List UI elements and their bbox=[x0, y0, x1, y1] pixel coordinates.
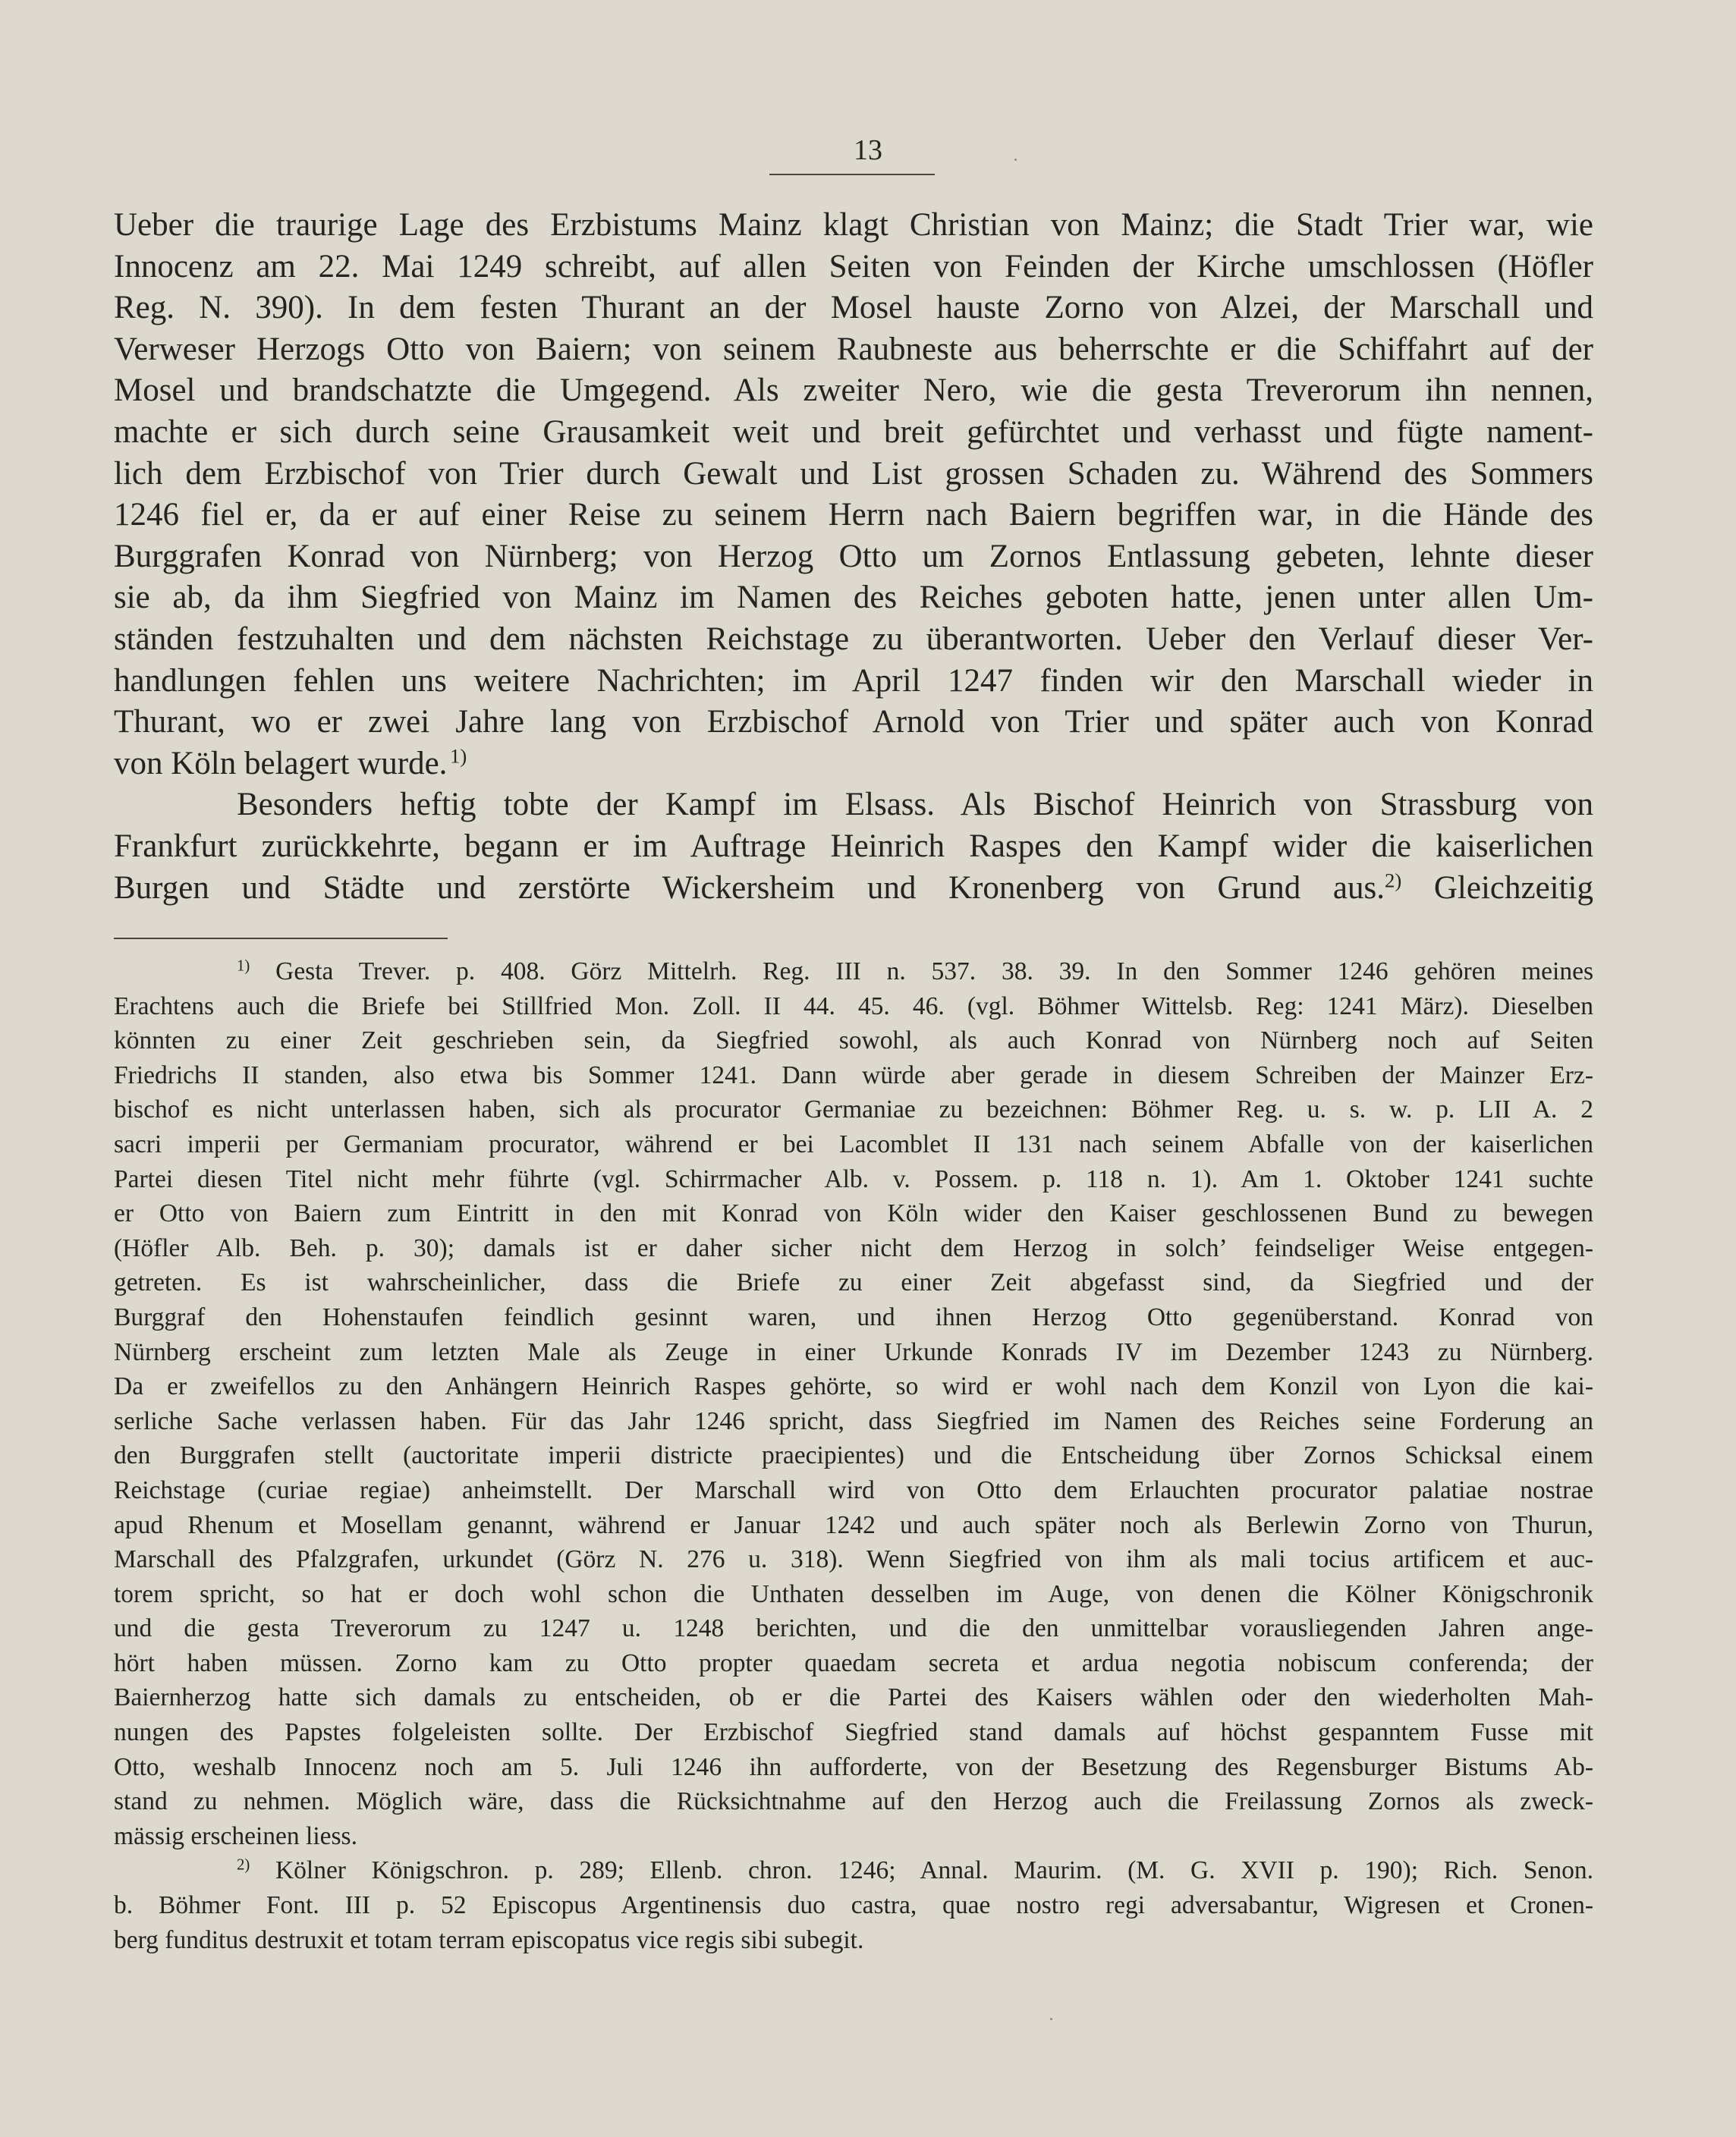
footnote-1-line: stand zu nehmen. Möglich wäre, dass die Rücksichtnahme auf den Herzog auch die Freilassung Zornos als zweck- bbox=[114, 1787, 1593, 1816]
footnote-1-line: sacri imperii per Germaniam procurator, während er bei Lacomblet II 131 nach seinem Abfalle von der kaiserlichen bbox=[114, 1130, 1593, 1158]
footnote-1-line: mässig erscheinen liess. bbox=[114, 1821, 357, 1850]
footnote-1-line: er Otto von Baiern zum Eintritt in den mit Konrad von Köln wider den Kaiser geschlossenen Bund zu bewegen bbox=[114, 1199, 1593, 1228]
footnote-1-line: Da er zweifellos zu den Anhängern Heinrich Raspes gehörte, so wird er wohl nach dem Konzil von Lyon die kai- bbox=[114, 1372, 1593, 1401]
body-line: handlungen fehlen uns weitere Nachrichten; im April 1247 finden wir den Marschall wieder in bbox=[114, 662, 1593, 699]
body-line: ständen festzuhalten und dem nächsten Reichstage zu überantworten. Ueber den Verlauf dieser Ver- bbox=[114, 621, 1593, 657]
footnote-1-line bbox=[114, 954, 1593, 989]
footnote-1-line: Erachtens auch die Briefe bei Stillfried Mon. Zoll. II 44. 45. 46. (vgl. Böhmer Wittelsb. Reg: 1241 März). Dieselben bbox=[114, 992, 1593, 1020]
body-line: 1246 fiel er, da er auf einer Reise zu seinem Herrn nach Baiern begriffen war, in die Hände des bbox=[114, 497, 1593, 533]
body-line bbox=[114, 743, 1593, 785]
footnote-1-line: Marschall des Pfalzgrafen, urkundet (Görz N. 276 u. 318). Wenn Siegfried von ihm als mali tocius artificem et auc- bbox=[114, 1545, 1593, 1574]
body-line: Frankfurt zurückkehrte, begann er im Auftrage Heinrich Raspes den Kampf wider die kaiserlichen bbox=[114, 828, 1593, 864]
body-line: sie ab, da ihm Siegfried von Mainz im Namen des Reiches geboten hatte, jenen unter allen Um- bbox=[114, 580, 1593, 616]
body-line: Mosel und brandschatzte die Umgegend. Als zweiter Nero, wie die gesta Treverorum ihn nennen, bbox=[114, 372, 1593, 409]
footnote-1-line: serliche Sache verlassen haben. Für das Jahr 1246 spricht, dass Siegfried im Namen des Reiches seine Forderung an bbox=[114, 1406, 1593, 1435]
footnote-2-marker: 2) bbox=[237, 1856, 250, 1875]
footnote-1-line: könnten zu einer Zeit geschrieben sein, da Siegfried sowohl, als auch Konrad von Nürnberg noch auf Seiten bbox=[114, 1026, 1593, 1055]
footnote-1-line: bischof es nicht unterlassen haben, sich als procurator Germaniae zu bezeichnen: Böhmer Reg. u. s. w. p. LII A. 2 bbox=[114, 1095, 1593, 1124]
footnote-1-line: den Burggrafen stellt (auctoritate imperii districte praecipientes) und die Entscheidung über Zornos Schicksal einem bbox=[114, 1441, 1593, 1470]
footnote-1-line: und die gesta Treverorum zu 1247 u. 1248 berichten, und die den unmittelbar vorausliegenden Jahren ange- bbox=[114, 1614, 1593, 1643]
body-line bbox=[114, 784, 1593, 826]
body-line: Thurant, wo er zwei Jahre lang von Erzbischof Arnold von Trier und später auch von Konrad bbox=[114, 704, 1593, 740]
footnote-1-line: Reichstage (curiae regiae) anheimstellt. Der Marschall wird von Otto dem Erlauchten procurator palatiae nostrae bbox=[114, 1475, 1593, 1504]
footnote-1-line: Burggraf den Hohenstaufen feindlich gesinnt waren, und ihnen Herzog Otto gegenüberstand. Konrad von bbox=[114, 1303, 1593, 1331]
page-number: 13 bbox=[854, 134, 882, 166]
body-line: machte er sich durch seine Grausamkeit weit und breit gefürchtet und verhasst und fügte nament- bbox=[114, 413, 1593, 450]
body-line: Reg. N. 390). In dem festen Thurant an der Mosel hauste Zorno von Alzei, der Marschall und bbox=[114, 290, 1593, 326]
footnote-1-line: hört haben müssen. Zorno kam zu Otto propter quaedam secreta et ardua negotia nobiscum conferenda; der bbox=[114, 1648, 1593, 1677]
body-line bbox=[114, 868, 1593, 910]
footnote-1-line: Nürnberg erscheint zum letzten Male als Zeuge in einer Urkunde Konrads IV im Dezember 1243 zu Nürnberg. bbox=[114, 1337, 1593, 1366]
body-line: Ueber die traurige Lage des Erzbistums Mainz klagt Christian von Mainz; die Stadt Trier war, wie bbox=[114, 207, 1593, 243]
body-line-tail: Gleichzeitig bbox=[1433, 869, 1594, 906]
footnote-1-line: getreten. Es ist wahrscheinlicher, dass die Briefe zu einer Zeit abgefasst sind, da Siegfried und der bbox=[114, 1268, 1593, 1297]
body-line: lich dem Erzbischof von Trier durch Gewalt und List grossen Schaden zu. Während des Sommers bbox=[114, 455, 1593, 492]
footnote-1-line: Otto, weshalb Innocenz noch am 5. Juli 1246 ihn aufforderte, von der Besetzung des Regensburger Bistums Ab- bbox=[114, 1752, 1593, 1781]
footnote-1-line: apud Rhenum et Mosellam genannt, während er Januar 1242 und auch später noch als Berlewin Zorno von Thurun, bbox=[114, 1510, 1593, 1539]
paper-speck bbox=[1050, 2018, 1052, 2020]
body-line-text: Burgen und Städte und zerstörte Wickersheim und Kronenberg von Grund aus. bbox=[114, 869, 1385, 906]
footnote-2-line: b. Böhmer Font. III p. 52 Episcopus Argentinensis duo castra, quae nostro regi adversabantur, Wigresen et Cronen- bbox=[114, 1891, 1593, 1920]
body-line-text: Besonders heftig tobte der Kampf im Elsass. Als Bischof Heinrich von Strassburg von bbox=[237, 787, 1593, 823]
footnote-1-marker: 1) bbox=[237, 957, 250, 975]
footnote-1-line: torem spricht, so hat er doch wohl schon die Unthaten desselben im Auge, von denen die Kölner Königschronik bbox=[114, 1579, 1593, 1608]
footnote-1-line: Partei diesen Titel nicht mehr führte (vgl. Schirrmacher Alb. v. Possem. p. 118 n. 1). Am 1. Oktober 1241 suchte bbox=[114, 1164, 1593, 1193]
body-line: Innocenz am 22. Mai 1249 schreibt, auf allen Seiten von Feinden der Kirche umschlossen (Höfler bbox=[114, 248, 1593, 284]
page-number-rule bbox=[769, 174, 935, 175]
footnotes bbox=[114, 954, 1593, 1957]
body-line-text: von Köln belagert wurde. bbox=[114, 745, 448, 781]
paper-speck bbox=[1014, 159, 1017, 161]
footnote-ref-2: 2) bbox=[1385, 868, 1402, 891]
body-line: Burggrafen Konrad von Nürnberg; von Herzog Otto um Zornos Entlassung gebeten, lehnte dieser bbox=[114, 538, 1593, 574]
body-line: Verweser Herzogs Otto von Baiern; von seinem Raubneste aus beherrschte er die Schiffahrt auf der bbox=[114, 331, 1593, 367]
footnote-1-line: Friedrichs II standen, also etwa bis Sommer 1241. Dann würde aber gerade in diesem Schreiben der Mainzer Erz- bbox=[114, 1061, 1593, 1089]
footnote-1-line: nungen des Papstes folgeleisten sollte. Der Erzbischof Siegfried stand damals auf höchst gespanntem Fusse mit bbox=[114, 1718, 1593, 1747]
footnote-1-text: Gesta Trever. p. 408. Görz Mittelrh. Reg. III n. 537. 38. 39. In den Sommer 1246 gehören meines bbox=[275, 957, 1593, 985]
footnote-2-line: berg funditus destruxit et totam terram episcopatus vice regis sibi subegit. bbox=[114, 1925, 864, 1954]
footnote-1-line: (Höfler Alb. Beh. p. 30); damals ist er daher sicher nicht dem Herzog in solch’ feindseliger Weise entgegen- bbox=[114, 1233, 1593, 1262]
footnote-divider bbox=[114, 938, 448, 939]
main-text bbox=[114, 205, 1593, 909]
footnote-2-line bbox=[114, 1853, 1593, 1888]
footnote-1-line: Baiernherzog hatte sich damals zu entscheiden, ob er die Partei des Kaisers wählen oder den wiederholten Mah- bbox=[114, 1683, 1593, 1712]
footnote-ref-1: 1) bbox=[450, 744, 467, 768]
footnote-2-text: Kölner Königschron. p. 289; Ellenb. chron. 1246; Annal. Maurim. (M. G. XVII p. 190); Rich. Senon. bbox=[275, 1856, 1594, 1885]
